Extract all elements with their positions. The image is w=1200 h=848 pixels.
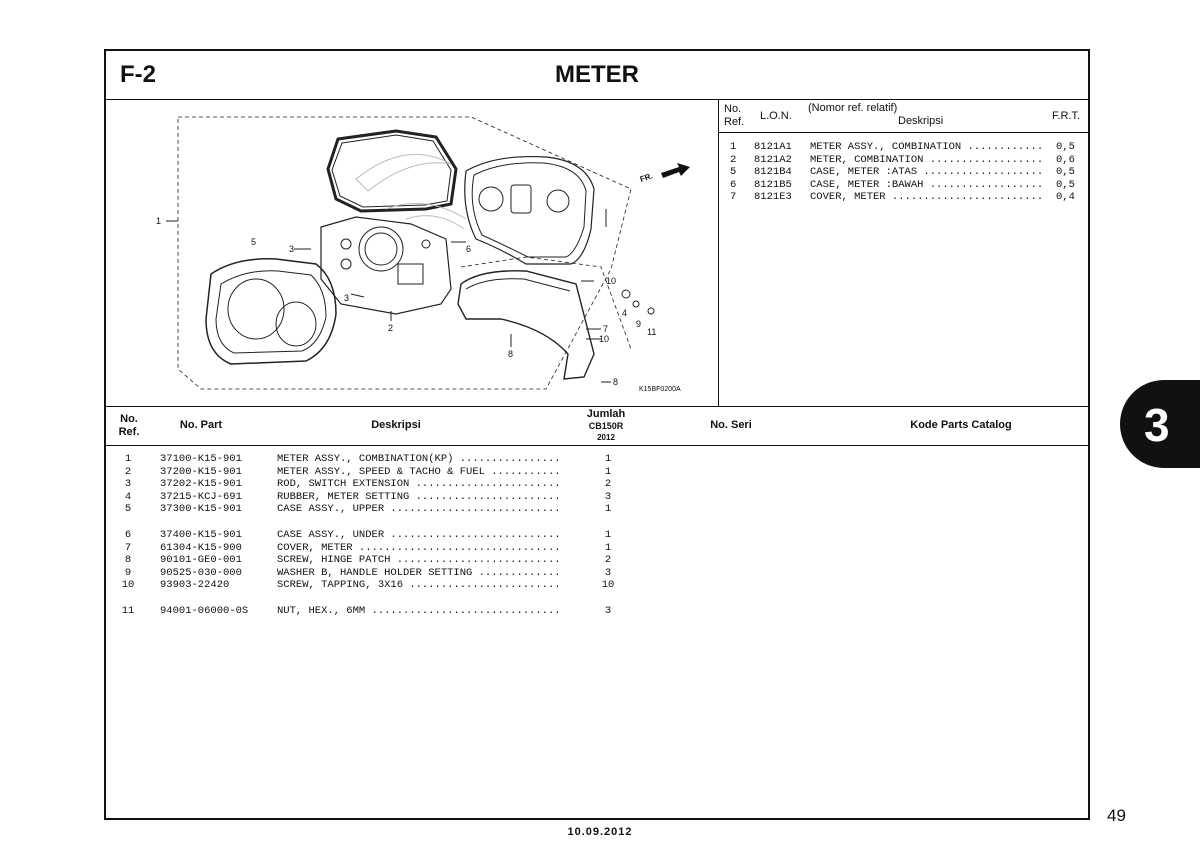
lon-frt: 0,5 [1056, 178, 1075, 191]
parts-row [106, 453, 1088, 465]
front-direction-arrow-icon [661, 163, 690, 178]
part-desc: SCREW, TAPPING, 3X16 ........................ [277, 579, 561, 591]
lon-row [718, 154, 1088, 166]
lon-ref: 6 [730, 178, 737, 191]
lon-header-ref: Ref. [724, 116, 745, 128]
callout-9: 9 [636, 319, 642, 329]
part-qty: 3 [604, 490, 612, 503]
part-desc: WASHER B, HANDLE HOLDER SETTING ............. [277, 566, 561, 579]
page-title: METER [555, 61, 639, 88]
callout-10a: 10 [606, 276, 617, 286]
lon-desc: METER, COMBINATION .................. [810, 153, 1044, 166]
lon-code: 8121E3 [754, 191, 792, 203]
page-number: 49 [1107, 806, 1126, 825]
lon-header-lon: L.O.N. [760, 110, 792, 122]
lon-table [718, 99, 1088, 406]
lon-frt: 0,5 [1056, 141, 1075, 153]
parts-ref: 8 [124, 554, 132, 566]
callout-1: 1 [156, 216, 162, 226]
lon-header-divider [718, 132, 1088, 133]
part-number: 37202-K15-901 [160, 478, 242, 490]
parts-row [106, 466, 1088, 478]
lon-frt: 0,4 [1056, 191, 1075, 203]
part-desc: METER ASSY., COMBINATION(KP) ................ [277, 453, 561, 465]
part-qty: 3 [604, 566, 612, 579]
part-qty: 2 [604, 554, 612, 566]
exploded-diagram [106, 99, 719, 406]
part-number: 90525-030-000 [160, 566, 242, 579]
parts-ref: 10 [121, 579, 135, 591]
parts-header-desc: Deskripsi [371, 419, 421, 431]
lon-header-desc: Deskripsi [898, 115, 944, 127]
parts-header-year: 2012 [597, 433, 615, 442]
page-header [106, 51, 1088, 100]
callout-8a: 8 [508, 349, 514, 359]
part-desc: NUT, HEX., 6MM .............................. [277, 605, 561, 617]
lon-header-no: No. [724, 103, 742, 115]
lon-code: 8121A1 [754, 141, 792, 153]
lon-frt: 0,5 [1056, 166, 1075, 178]
part-number: 93903-22420 [160, 579, 230, 591]
lon-frt: 0,6 [1056, 153, 1075, 166]
callout-6: 6 [466, 244, 472, 254]
parts-ref: 1 [124, 453, 132, 465]
parts-ref: 7 [124, 541, 132, 554]
parts-row [106, 491, 1088, 503]
callout-7: 7 [603, 324, 609, 334]
parts-header-catalog: Kode Parts Catalog [910, 419, 1012, 431]
section-tab-number: 3 [1144, 399, 1170, 451]
part-qty: 2 [604, 478, 612, 490]
part-number: 94001-06000-0S [160, 605, 249, 617]
lon-ref: 5 [730, 166, 737, 178]
part-qty: 10 [601, 579, 615, 591]
lon-desc: COVER, METER ........................ [810, 191, 1044, 203]
parts-row [106, 567, 1088, 579]
part-desc: METER ASSY., SPEED & TACHO & FUEL ........... [277, 465, 561, 478]
parts-ref: 5 [124, 503, 132, 515]
parts-header-ref: Ref. [118, 426, 140, 438]
callout-5: 5 [251, 237, 257, 247]
parts-ref: 4 [124, 490, 132, 503]
parts-ref: 6 [124, 529, 132, 541]
part-qty: 1 [604, 529, 612, 541]
part-desc: CASE ASSY., UPPER ........................... [277, 503, 561, 515]
parts-row [106, 529, 1088, 541]
parts-row [106, 542, 1088, 554]
parts-row [106, 554, 1088, 566]
parts-row [106, 503, 1088, 515]
parts-row [106, 605, 1088, 617]
part-desc: SCREW, HINGE PATCH .......................... [277, 554, 561, 566]
parts-header-jumlah: Jumlah [586, 408, 626, 420]
callout-3b: 3 [344, 293, 350, 303]
parts-header-seri: No. Seri [710, 419, 752, 431]
callout-11: 11 [647, 327, 657, 337]
part-qty: 1 [604, 465, 612, 478]
parts-ref: 11 [121, 605, 135, 617]
callout-8b: 8 [613, 377, 619, 387]
parts-header-no: No. [120, 413, 138, 425]
part-desc: RUBBER, METER SETTING ....................... [277, 490, 561, 503]
print-date: 10.09.2012 [567, 826, 633, 838]
parts-header-part: No. Part [179, 419, 223, 431]
callout-10b: 10 [599, 334, 610, 344]
part-desc: ROD, SWITCH EXTENSION ....................... [277, 478, 561, 490]
part-desc: COVER, METER ................................ [277, 541, 561, 554]
lon-row [718, 166, 1088, 178]
lon-code: 8121B4 [754, 166, 792, 178]
lon-ref: 7 [730, 191, 737, 203]
parts-table-header [106, 407, 1088, 446]
parts-ref: 9 [124, 566, 132, 579]
parts-row [106, 579, 1088, 591]
lon-row [718, 141, 1088, 153]
part-desc: CASE ASSY., UNDER ........................... [277, 529, 561, 541]
part-qty: 3 [604, 605, 612, 617]
lon-ref: 1 [730, 141, 737, 153]
lon-desc: CASE, METER :BAWAH .................. [810, 178, 1044, 191]
part-number: 37200-K15-901 [160, 465, 242, 478]
lon-row [718, 179, 1088, 191]
meter-exploded-drawing [106, 99, 718, 406]
callout-3a: 3 [289, 244, 295, 254]
part-number: 37400-K15-901 [160, 529, 242, 541]
lon-header-relative: (Nomor ref. relatif) [808, 102, 898, 114]
lon-desc: METER ASSY., COMBINATION ............ [810, 141, 1044, 153]
lon-code: 8121A2 [754, 153, 792, 166]
image-code: K15BF0200A [639, 386, 681, 393]
part-number: 37300-K15-901 [160, 503, 242, 515]
callout-2: 2 [388, 323, 394, 333]
lon-desc: CASE, METER :ATAS ................... [810, 166, 1044, 178]
lon-ref: 2 [730, 153, 737, 166]
part-qty: 1 [604, 453, 612, 465]
parts-ref: 3 [124, 478, 132, 490]
part-qty: 1 [604, 503, 612, 515]
callout-4: 4 [622, 308, 628, 318]
parts-row [106, 478, 1088, 490]
part-number: 90101-GE0-001 [160, 554, 242, 566]
parts-ref: 2 [124, 465, 132, 478]
lon-code: 8121B5 [754, 178, 792, 191]
part-number: 37100-K15-901 [160, 453, 242, 465]
parts-header-model: CB150R [588, 421, 624, 431]
part-qty: 1 [604, 541, 612, 554]
lon-header-frt: F.R.T. [1052, 110, 1081, 122]
lon-row [718, 191, 1088, 203]
front-direction-label: FR. [638, 171, 654, 184]
part-number: 37215-KCJ-691 [160, 490, 242, 503]
parts-table [106, 406, 1088, 821]
section-code: F-2 [120, 61, 156, 88]
part-number: 61304-K15-900 [160, 541, 242, 554]
catalog-page-frame [104, 49, 1090, 820]
